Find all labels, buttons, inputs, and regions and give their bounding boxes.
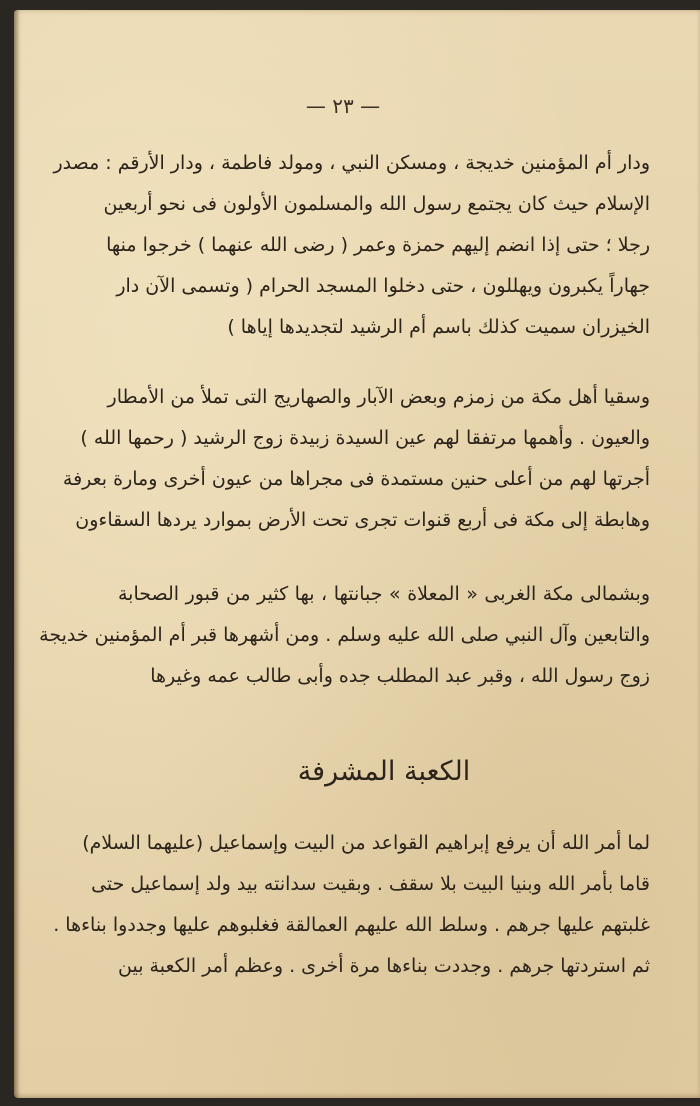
paragraph-2 — [62, 377, 650, 541]
text-line: جهاراً يكبرون ويهللون ، حتى دخلوا المسجد الحرام ( وتسمى الآن دار — [116, 275, 650, 297]
text-line: ثم استردتها جرهم . وجددت بناءها مرة أخرى . وعظم أمر الكعبة بين — [118, 955, 650, 977]
paragraph-4 — [53, 823, 650, 987]
text-line: والعيون . وأهمها مرتفقا لهم عين السيدة زبيدة زوج الرشيد ( رحمها الله ) — [80, 427, 650, 449]
section-heading: الكعبة المشرفة — [297, 756, 471, 787]
paragraph-3 — [39, 574, 650, 697]
text-line: وسقيا أهل مكة من زمزم وبعض الآبار والصهاريج التى تملأ من الأمطار — [107, 386, 650, 408]
text-line: قاما بأمر الله وبنيا البيت بلا سقف . وبقيت سدانته بيد ولد إسماعيل حتى — [91, 873, 650, 895]
text-line: الخيزران سميت كذلك باسم أم الرشيد لتجديدها إياها ) — [227, 316, 650, 338]
text-line: الإسلام حيث كان يجتمع رسول الله والمسلمون الأولون فى نحو أربعين — [103, 193, 650, 215]
page-binding-shadow — [14, 10, 20, 1098]
text-line: غلبتهم عليها جرهم . وسلط الله عليهم العمالقة فغلبوهم عليها وجددوا بناءها . — [53, 914, 650, 936]
text-line: أجرتها لهم من أعلى حنين مستمدة فى مجراها من عيون أخرى ومارة بعرفة — [62, 468, 650, 490]
text-line: لما أمر الله أن يرفع إبراهيم القواعد من البيت وإسماعيل (عليهما السلام) — [82, 832, 650, 854]
text-line: ودار أم المؤمنين خديجة ، ومسكن النبي ، ومولد فاطمة ، ودار الأرقم : مصدر — [53, 152, 650, 174]
text-line: زوج رسول الله ، وقبر عبد المطلب جده وأبى طالب عمه وغيرها — [150, 665, 650, 687]
text-line: وبشمالى مكة الغربى « المعلاة » جبانتها ، بها كثير من قبور الصحابة — [118, 583, 650, 605]
text-line: رجلا ؛ حتى إذا انضم إليهم حمزة وعمر ( رضى الله عنهما ) خرجوا منها — [106, 234, 650, 256]
text-line: وهابطة إلى مكة فى أربع قنوات تجرى تحت الأرض بموارد يردها السقاءون — [75, 509, 650, 531]
page-number: — ٢٣ — — [305, 94, 381, 118]
text-line: والتابعين وآل النبي صلى الله عليه وسلم . ومن أشهرها قبر أم المؤمنين خديجة — [39, 624, 650, 646]
paragraph-1 — [53, 143, 650, 348]
